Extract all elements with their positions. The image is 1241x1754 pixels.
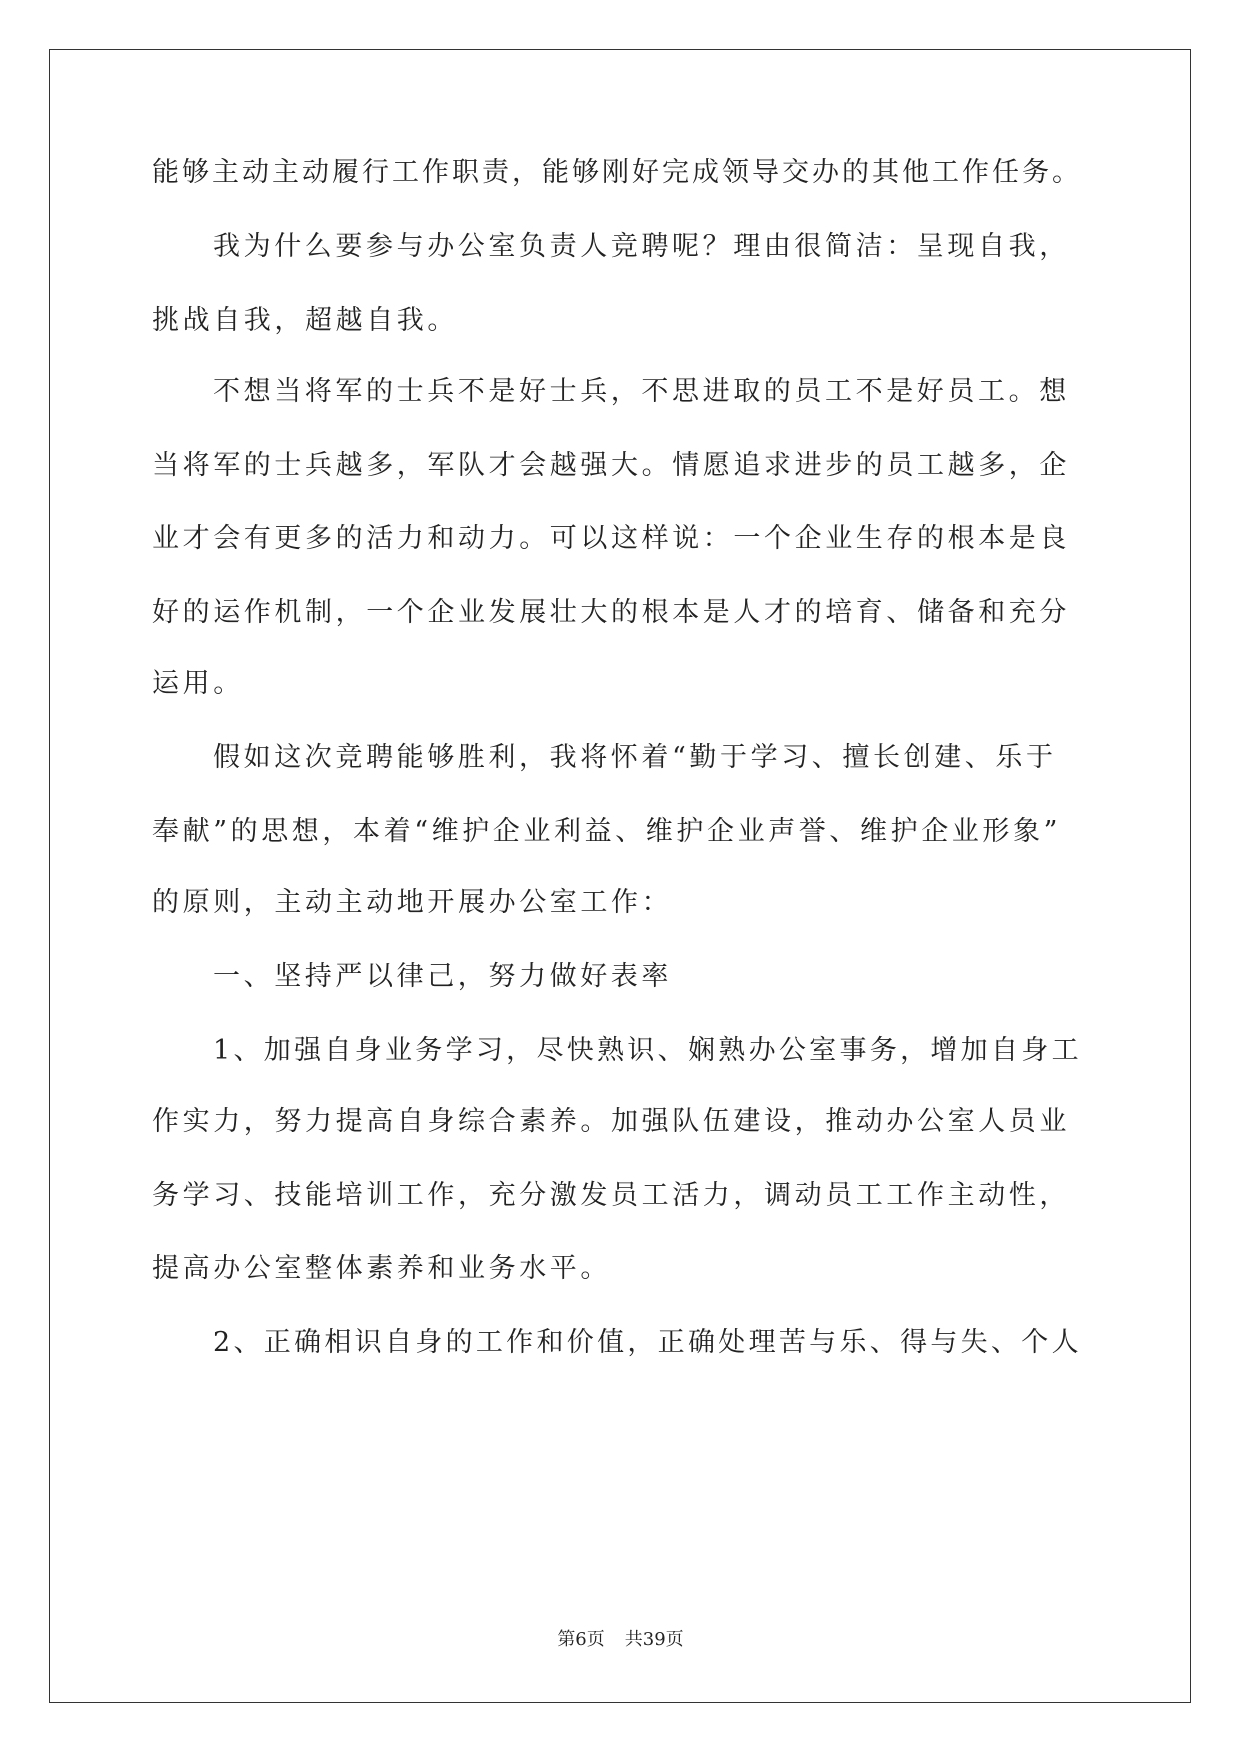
body-line-8: 运用。 — [152, 668, 244, 699]
body-line-12: 一、坚持严以律己，努力做好表率 — [213, 961, 672, 992]
body-line-7: 好的运作机制，一个企业发展壮大的根本是人才的培育、储备和充分 — [152, 597, 1070, 628]
page-border — [49, 49, 1191, 1703]
body-line-13: 1、加强自身业务学习，尽快熟识、娴熟办公室事务，增加自身工 — [213, 1035, 1082, 1066]
body-line-3: 挑战自我，超越自我。 — [152, 305, 458, 336]
body-line-15: 务学习、技能培训工作，充分激发员工活力，调动员工工作主动性， — [152, 1180, 1070, 1211]
body-line-16: 提高办公室整体素养和业务水平。 — [152, 1253, 611, 1284]
body-line-17: 2、正确相识自身的工作和价值，正确处理苦与乐、得与失、个人 — [213, 1327, 1082, 1358]
body-line-10: 奉献”的思想，本着“维护企业利益、维护企业声誉、维护企业形象” — [152, 816, 1062, 847]
body-line-4: 不想当将军的士兵不是好士兵，不思进取的员工不是好员工。想 — [213, 376, 1070, 407]
body-line-11: 的原则，主动主动地开展办公室工作： — [152, 887, 673, 918]
body-line-9: 假如这次竞聘能够胜利，我将怀着“勤于学习、擅长创建、乐于 — [213, 742, 1057, 773]
page-number-current: 第6页 — [557, 1629, 605, 1650]
body-line-14: 作实力，努力提高自身综合素养。加强队伍建设，推动办公室人员业 — [152, 1106, 1070, 1137]
page-footer — [0, 1628, 1241, 1652]
body-line-6: 业才会有更多的活力和动力。可以这样说：一个企业生存的根本是良 — [152, 523, 1070, 554]
body-line-5: 当将军的士兵越多，军队才会越强大。情愿追求进步的员工越多，企 — [152, 450, 1070, 481]
body-line-1: 能够主动主动履行工作职责，能够刚好完成领导交办的其他工作任务。 — [152, 157, 1082, 188]
body-line-2: 我为什么要参与办公室负责人竞聘呢？理由很简洁：呈现自我， — [213, 231, 1070, 262]
page-number-total: 共39页 — [624, 1629, 684, 1650]
